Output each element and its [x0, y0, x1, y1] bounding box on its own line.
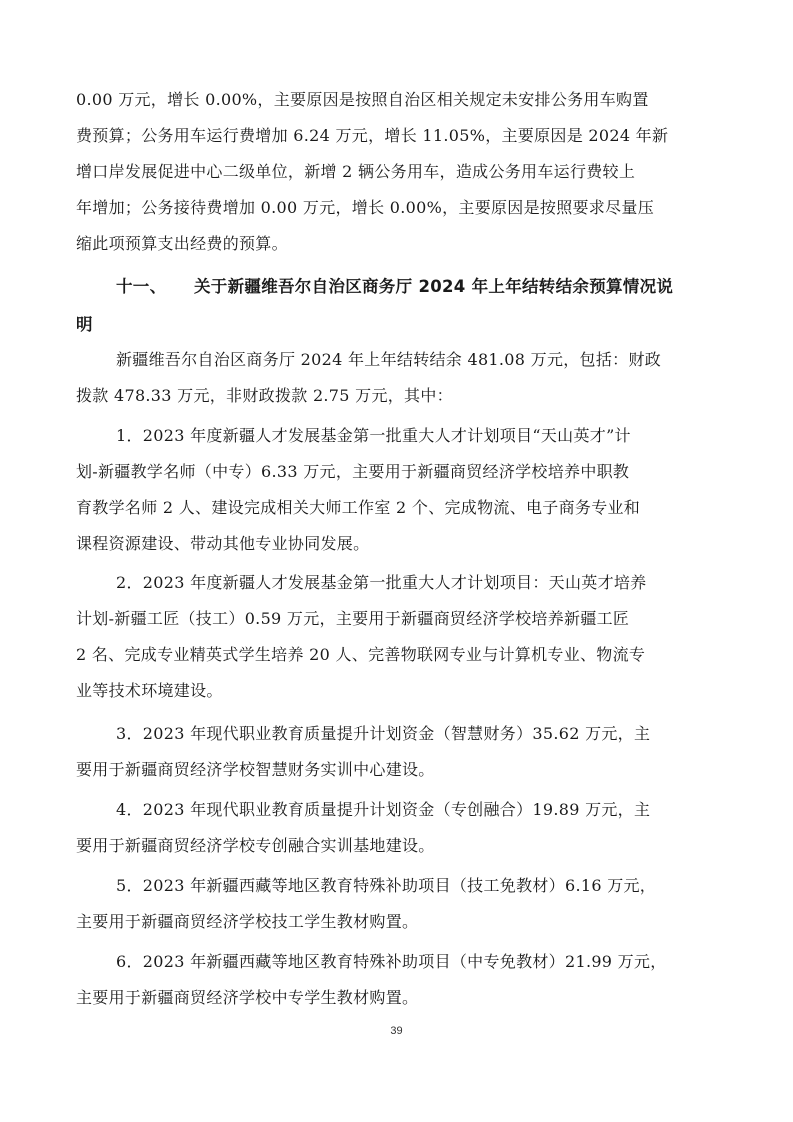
text-line: 育教学名师 2 人、建设完成相关大师工作室 2 个、完成物流、电子商务专业和	[76, 498, 641, 517]
page-number: 39	[390, 1025, 403, 1037]
text-line: 0.00 万元，增长 0.00%，主要原因是按照自治区相关规定未安排公务用车购置	[76, 90, 649, 109]
text-line: 新疆维吾尔自治区商务厅 2024 年上年结转结余 481.08 万元，包括：财政	[116, 350, 662, 369]
text-line: 主要用于新疆商贸经济学校技工学生教材购置。	[76, 912, 419, 931]
text-line: 2．2023 年度新疆人才发展基金第一批重大人才计划项目：天山英才培养	[116, 573, 647, 592]
text-line: 5．2023 年新疆西藏等地区教育特殊补助项目（技工免教材）6.16 万元，	[116, 876, 657, 895]
text-line: 1．2023 年度新疆人才发展基金第一批重大人才计划项目“天山英才”计	[116, 426, 631, 445]
section-title: 关于新疆维吾尔自治区商务厅 2024 年上年结转结余预算情况说	[194, 277, 674, 296]
text-line: 2 名、完成专业精英式学生培养 20 人、完善物联网专业与计算机专业、物流专	[76, 645, 646, 664]
text-line: 划-新疆教学名师（中专）6.33 万元，主要用于新疆商贸经济学校培养中职教	[76, 462, 630, 481]
text-line: 要用于新疆商贸经济学校专创融合实训基地建设。	[76, 836, 435, 855]
text-line: 计划-新疆工匠（技工）0.59 万元，主要用于新疆商贸经济学校培养新疆工匠	[76, 609, 630, 628]
section-number: 十一、	[116, 277, 167, 296]
text-line: 业等技术环境建设。	[76, 681, 223, 700]
text-line: 要用于新疆商贸经济学校智慧财务实训中心建设。	[76, 760, 435, 779]
text-line: 拨款 478.33 万元，非财政拨款 2.75 万元，其中：	[76, 386, 453, 405]
text-line: 主要用于新疆商贸经济学校中专学生教材购置。	[76, 988, 419, 1007]
text-line: 缩此项预算支出经费的预算。	[76, 234, 288, 253]
text-line: 年增加；公务接待费增加 0.00 万元，增长 0.00%，主要原因是按照要求尽量压	[76, 198, 655, 217]
text-line: 6．2023 年新疆西藏等地区教育特殊补助项目（中专免教材）21.99 万元，	[116, 952, 667, 971]
text-line: 增口岸发展促进中心二级单位，新增 2 辆公务用车，造成公务用车运行费较上	[76, 162, 636, 181]
text-line: 4．2023 年现代职业教育质量提升计划资金（专创融合）19.89 万元，主	[116, 800, 651, 819]
section-heading-line	[116, 275, 673, 299]
text-line: 3．2023 年现代职业教育质量提升计划资金（智慧财务）35.62 万元，主	[116, 724, 651, 743]
text-line: 费预算；公务用车运行费增加 6.24 万元，增长 11.05%，主要原因是 2024 年新	[76, 126, 669, 145]
text-line: 课程资源建设、带动其他专业协同发展。	[76, 534, 370, 553]
section-title-continuation: 明	[76, 315, 93, 334]
